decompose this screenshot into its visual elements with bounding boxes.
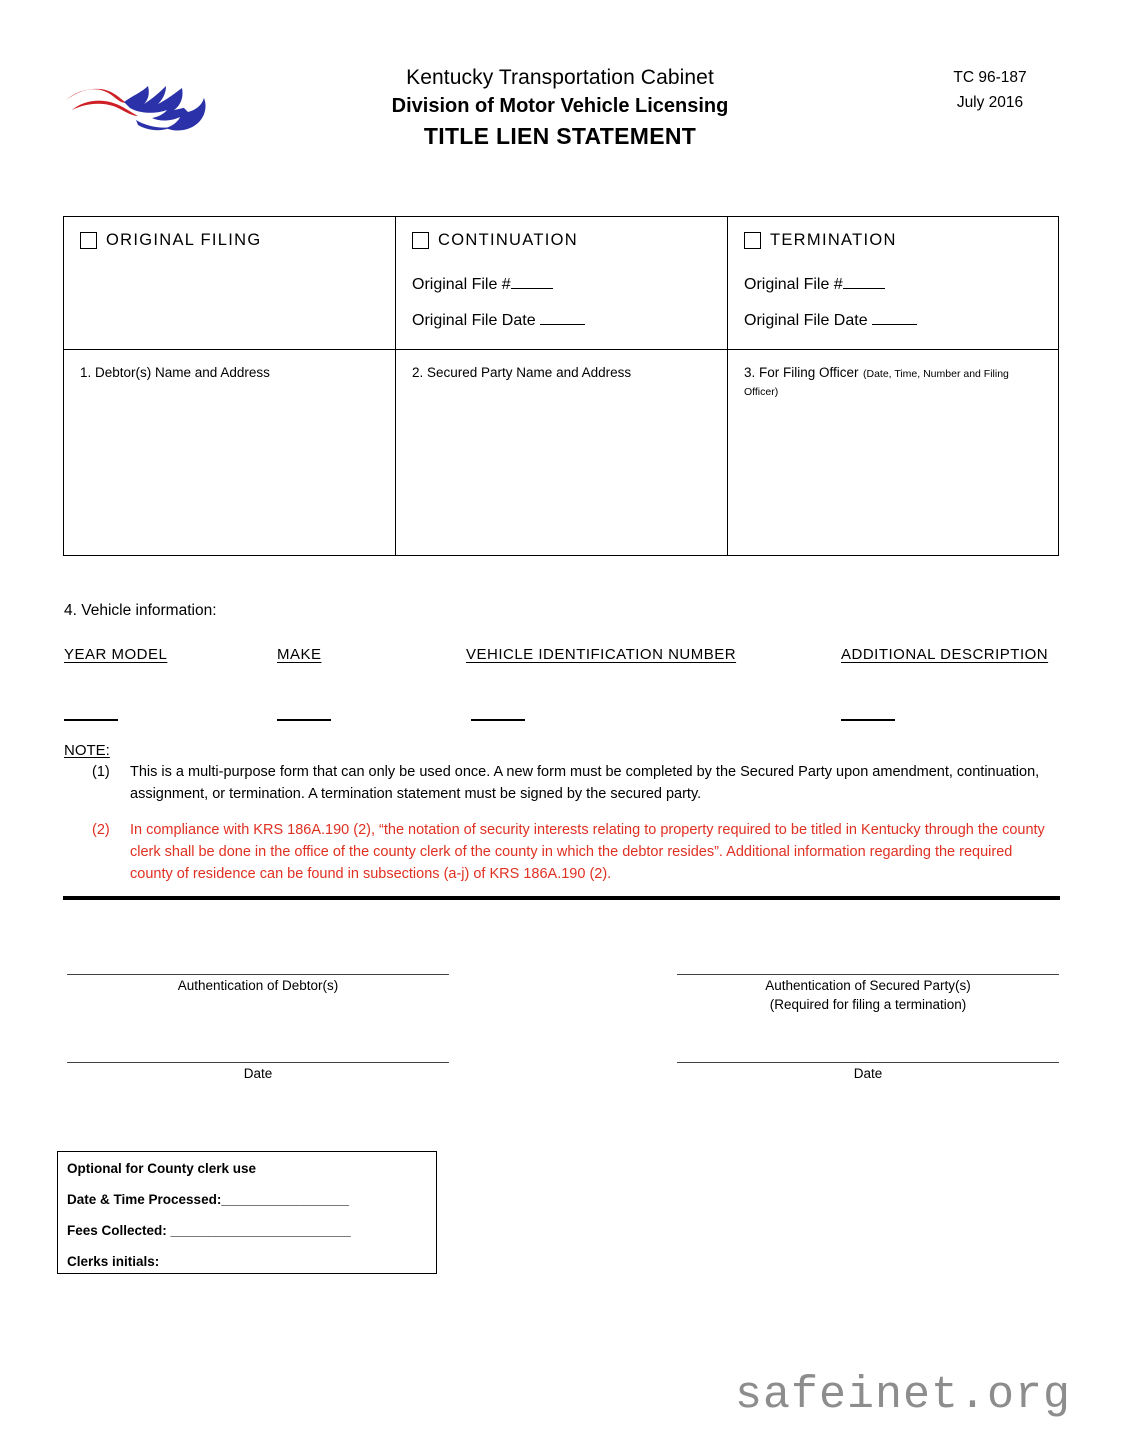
filing-table: [63, 216, 1059, 556]
vehicle-column-additional-description: ADDITIONAL DESCRIPTION: [841, 646, 1049, 663]
vehicle-input-year-model[interactable]: [64, 719, 118, 721]
checkbox-continuation[interactable]: [412, 232, 429, 249]
termination-file-date-row: [744, 312, 1042, 330]
secured-party-info-cell[interactable]: [396, 350, 728, 556]
termination-option[interactable]: [744, 231, 1042, 250]
continuation-option[interactable]: [412, 231, 711, 250]
header-titles: [230, 64, 890, 152]
watermark: safeinet.org: [735, 1370, 1072, 1421]
secured-party-signature-block: [672, 958, 1064, 1014]
continuation-label: CONTINUATION: [438, 231, 578, 249]
continuation-file-number-label: Original File #: [412, 276, 511, 293]
kentucky-horse-logo: [62, 72, 222, 134]
filing-officer-hint: (Date, Time, Number and Filing Officer): [744, 368, 1009, 398]
division-name: Division of Motor Vehicle Licensing: [391, 95, 729, 117]
secured-party-signature-sublabel: (Required for filing a termination): [769, 997, 967, 1012]
termination-cell: [728, 217, 1059, 350]
original-filing-label: ORIGINAL FILING: [106, 231, 262, 249]
debtor-date-label: Date: [243, 1066, 273, 1081]
note-item-2: [92, 819, 1057, 885]
original-filing-option[interactable]: [80, 231, 379, 250]
vehicle-column-year-model: YEAR MODEL: [64, 646, 168, 663]
debtor-signature-block: [62, 958, 454, 995]
vehicle-information-heading: 4. Vehicle information:: [64, 602, 217, 619]
checkbox-original-filing[interactable]: [80, 232, 97, 249]
vehicle-column-make: MAKE: [277, 646, 322, 663]
termination-file-number-row: [744, 276, 1042, 294]
secured-party-date-line[interactable]: _________________________________________________: [677, 1047, 1059, 1063]
fees-collected-field[interactable]: Fees Collected: ________________________: [67, 1223, 351, 1238]
continuation-cell: [396, 217, 728, 350]
date-time-processed-field[interactable]: Date & Time Processed:_________________: [67, 1192, 349, 1207]
note-heading: NOTE:: [64, 742, 110, 759]
continuation-file-date-label: Original File Date: [412, 312, 536, 329]
note-1-number: (1): [92, 764, 110, 780]
termination-file-date-label: Original File Date: [744, 312, 868, 329]
note-item-1: [92, 761, 1057, 805]
agency-name: Kentucky Transportation Cabinet: [406, 66, 714, 89]
termination-file-date-input[interactable]: [872, 312, 917, 325]
note-1-text: This is a multi-purpose form that can only be used once. A new form must be completed by the Secured Party upon amendment, continuation, assignment, or termination. A termination statement must be signed by the secured party.: [130, 764, 1040, 802]
filing-officer-cell[interactable]: [728, 350, 1059, 556]
secured-party-info-label: 2. Secured Party Name and Address: [412, 365, 632, 380]
continuation-file-number-row: [412, 276, 711, 294]
form-meta: [900, 65, 1080, 115]
vehicle-column-vin: VEHICLE IDENTIFICATION NUMBER: [466, 646, 737, 663]
debtor-date-block: [62, 1046, 454, 1083]
page-title: TITLE LIEN STATEMENT: [423, 123, 697, 149]
debtor-info-cell[interactable]: [64, 350, 396, 556]
termination-label: TERMINATION: [770, 231, 897, 249]
vehicle-input-additional-description[interactable]: [841, 719, 895, 721]
secured-party-signature-line[interactable]: _________________________________________________: [677, 959, 1059, 975]
checkbox-termination[interactable]: [744, 232, 761, 249]
secured-party-date-block: [672, 1046, 1064, 1083]
termination-file-number-label: Original File #: [744, 276, 843, 293]
secured-party-signature-label: Authentication of Secured Party(s): [765, 978, 971, 993]
secured-party-date-label: Date: [853, 1066, 883, 1081]
form-number: TC 96-187: [953, 69, 1027, 86]
debtor-signature-line[interactable]: _________________________________________________: [67, 959, 449, 975]
termination-file-number-input[interactable]: [843, 276, 885, 289]
filing-officer-label: 3. For Filing Officer: [744, 365, 859, 380]
debtor-signature-label: Authentication of Debtor(s): [177, 978, 339, 993]
form-date: July 2016: [956, 94, 1024, 111]
section-divider: [63, 896, 1060, 900]
county-clerk-box: [57, 1151, 437, 1274]
continuation-file-date-row: [412, 312, 711, 330]
original-filing-cell: [64, 217, 396, 350]
continuation-file-date-input[interactable]: [540, 312, 585, 325]
debtor-info-label: 1. Debtor(s) Name and Address: [80, 365, 270, 380]
note-2-text: In compliance with KRS 186A.190 (2), “the notation of security interests relating to property required to be titled in Kentucky through the county clerk shall be done in the office of the county clerk of the county in which the debtor resides”. Additional information regarding the required county of residence can be found in subsections (a-j) of KRS 186A.190 (2).: [130, 822, 1045, 882]
vehicle-input-make[interactable]: [277, 719, 331, 721]
note-2-number: (2): [92, 822, 110, 838]
vehicle-input-vin[interactable]: [471, 719, 525, 721]
clerks-initials-field[interactable]: Clerks initials:: [67, 1254, 160, 1269]
continuation-file-number-input[interactable]: [511, 276, 553, 289]
county-clerk-title: Optional for County clerk use: [67, 1161, 257, 1176]
debtor-date-line[interactable]: _________________________________________________: [67, 1047, 449, 1063]
